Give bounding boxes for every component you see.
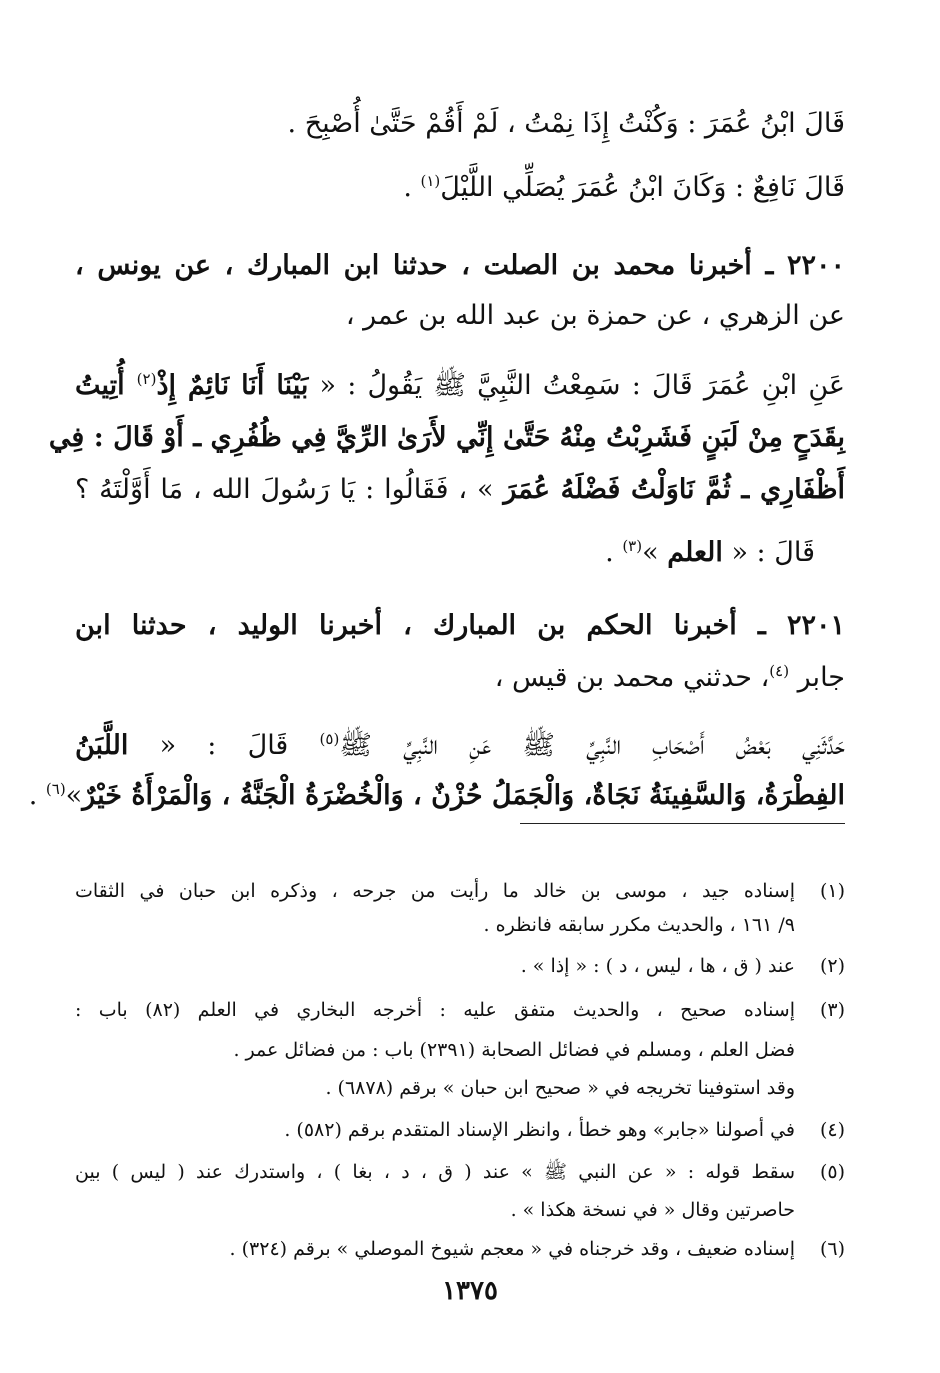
narration-nafi: قَالَ نَافِعٌ : وَكَانَ ابْنُ عُمَرَ يُصَلِّي اللَّيْلَ$^{(١)}$ . [403,172,845,203]
footnote-3: (٣) إسناده صحيح ، والحديث متفق عليه : أخرجه البخاري في العلم (٨٢) باب : [75,995,845,1027]
hadith-2201-isnad-line1: ٢٢٠١ ـ أخبرنا الحكم بن المبارك ، أخبرنا الوليد ، حدثنا ابن [75,610,846,641]
footnote-ref: (٥) [319,730,340,748]
footnote-ref: (٣) [622,537,643,555]
footnote-ref: (٦) [45,780,66,798]
footnote-ref: (٢) [136,370,157,388]
footnote-4: (٤) في أصولنا «جابر» وهو خطأ ، وانظر الإسناد المتقدم برقم (٥٨٢) . [75,1115,845,1147]
footnote-ref: (٤) [769,662,790,680]
footnote-5-cont: حاصرتين وقال « في نسخة هكذا » . [510,1199,795,1221]
hadith-2200-matn-line3: أَظْفَارِي ـ ثُمَّ نَاوَلْتُ فَضْلَهُ عُمَرَ » ، فَقَالُوا : يَا رَسُولَ الله ، مَا أَوَّلْتَهُ ؟ [75,474,845,505]
footnote-1-cont: ٩/ ١٦١ ، والحديث مكرر سابقه فانظره . [483,914,795,936]
footnote-3-cont: وقد استوفينا تخريجه في « صحيح ابن حبان » برقم (٦٨٧٨) . [325,1077,795,1099]
footnote-number: (٢) [819,955,845,977]
hadith-2200-matn-line2: بِقَدَحٍ مِنْ لَبَنٍ فَشَرِبْتُ مِنْهُ حَتَّىٰ إِنِّي لأَرَىٰ الرِّيَّ فِي ظُفُرِي ـ أَوْ قَالَ : فِي [48,422,845,453]
footnote-5: (٥) سقط قوله : « عن النبي ﷺ » عند ( ق ، د ، بغا ) ، واستدرك عند ( ليس ) بين [75,1157,845,1189]
hadith-number: ٢٢٠١ ـ [757,610,846,641]
hadith-number: ٢٢٠٠ ـ [765,250,845,281]
footnote-number: (٦) [819,1238,845,1260]
footnote-3-cont: فضل العلم ، ومسلم في فضائل الصحابة (٢٣٩١) باب : من فضائل عمر . [233,1039,795,1061]
hadith-2200-matn-line1: عَنِ ابْنِ عُمَرَ قَالَ : سَمِعْتُ النَّبِيَّ ﷺ يَقُولُ : « بَيْنَا أَنَا نَائِمٌ إِذْ$^{(٢)}$ أُتِيتُ [75,370,846,401]
hadith-2201-matn-line1: حَدَّثَنِي بَعْضُ أَصْحَابِ النَّبِيِّ ﷺ عَنِ النَّبِيِّ ﷺ$^{(٥)}$ قَالَ : « اللَّبَنُ [75,730,845,761]
footnote-6: (٦) إسناده ضعيف ، وقد خرجناه في « معجم شيوخ الموصلي » برقم (٣٢٤) . [75,1234,845,1266]
narration-ibn-umar: قَالَ ابْنُ عُمَرَ : وَكُنْتُ إِذَا نِمْتُ ، لَمْ أَقُمْ حَتَّىٰ أُصْبِحَ . [287,108,845,139]
footnote-ref: (١) [420,172,441,190]
footnote-number: (٤) [819,1119,845,1141]
footnote-separator [520,823,845,824]
page-number: ١٣٧٥ [442,1276,498,1306]
footnote-number: (١) [819,880,845,902]
hadith-2200-answer: قَالَ : « العلم »$^{(٣)}$ . [605,537,815,568]
hadith-2200-isnad-line2: عن الزهري ، عن حمزة بن عبد الله بن عمر ، [345,300,845,331]
hadith-2200-isnad-line1: ٢٢٠٠ ـ أخبرنا محمد بن الصلت ، حدثنا ابن المبارك ، عن يونس ، [75,250,845,281]
footnote-number: (٣) [819,999,845,1021]
hadith-2201-isnad-line2: جابر $^{(٤)}$، حدثني محمد بن قيس ، [494,662,845,693]
footnote-1: (١) إسناده جيد ، موسى بن خالد ما رأيت من جرحه ، وذكره ابن حبان في الثقات [75,876,845,908]
footnote-number: (٥) [819,1161,845,1183]
hadith-2201-matn-line2: الفِطْرَةُ، وَالسَّفِينَةُ نَجَاةٌ، وَالْجَمَلُ حُزْنٌ ، وَالْخُضْرَةُ الْجَنَّةُ ، وَالْمَرْأَةُ خَيْرٌ»$^{(٦)}$ . [28,780,845,811]
footnote-2: (٢) عند ( ق ، ها ، ليس ، د ) : « إذا » . [75,951,845,983]
